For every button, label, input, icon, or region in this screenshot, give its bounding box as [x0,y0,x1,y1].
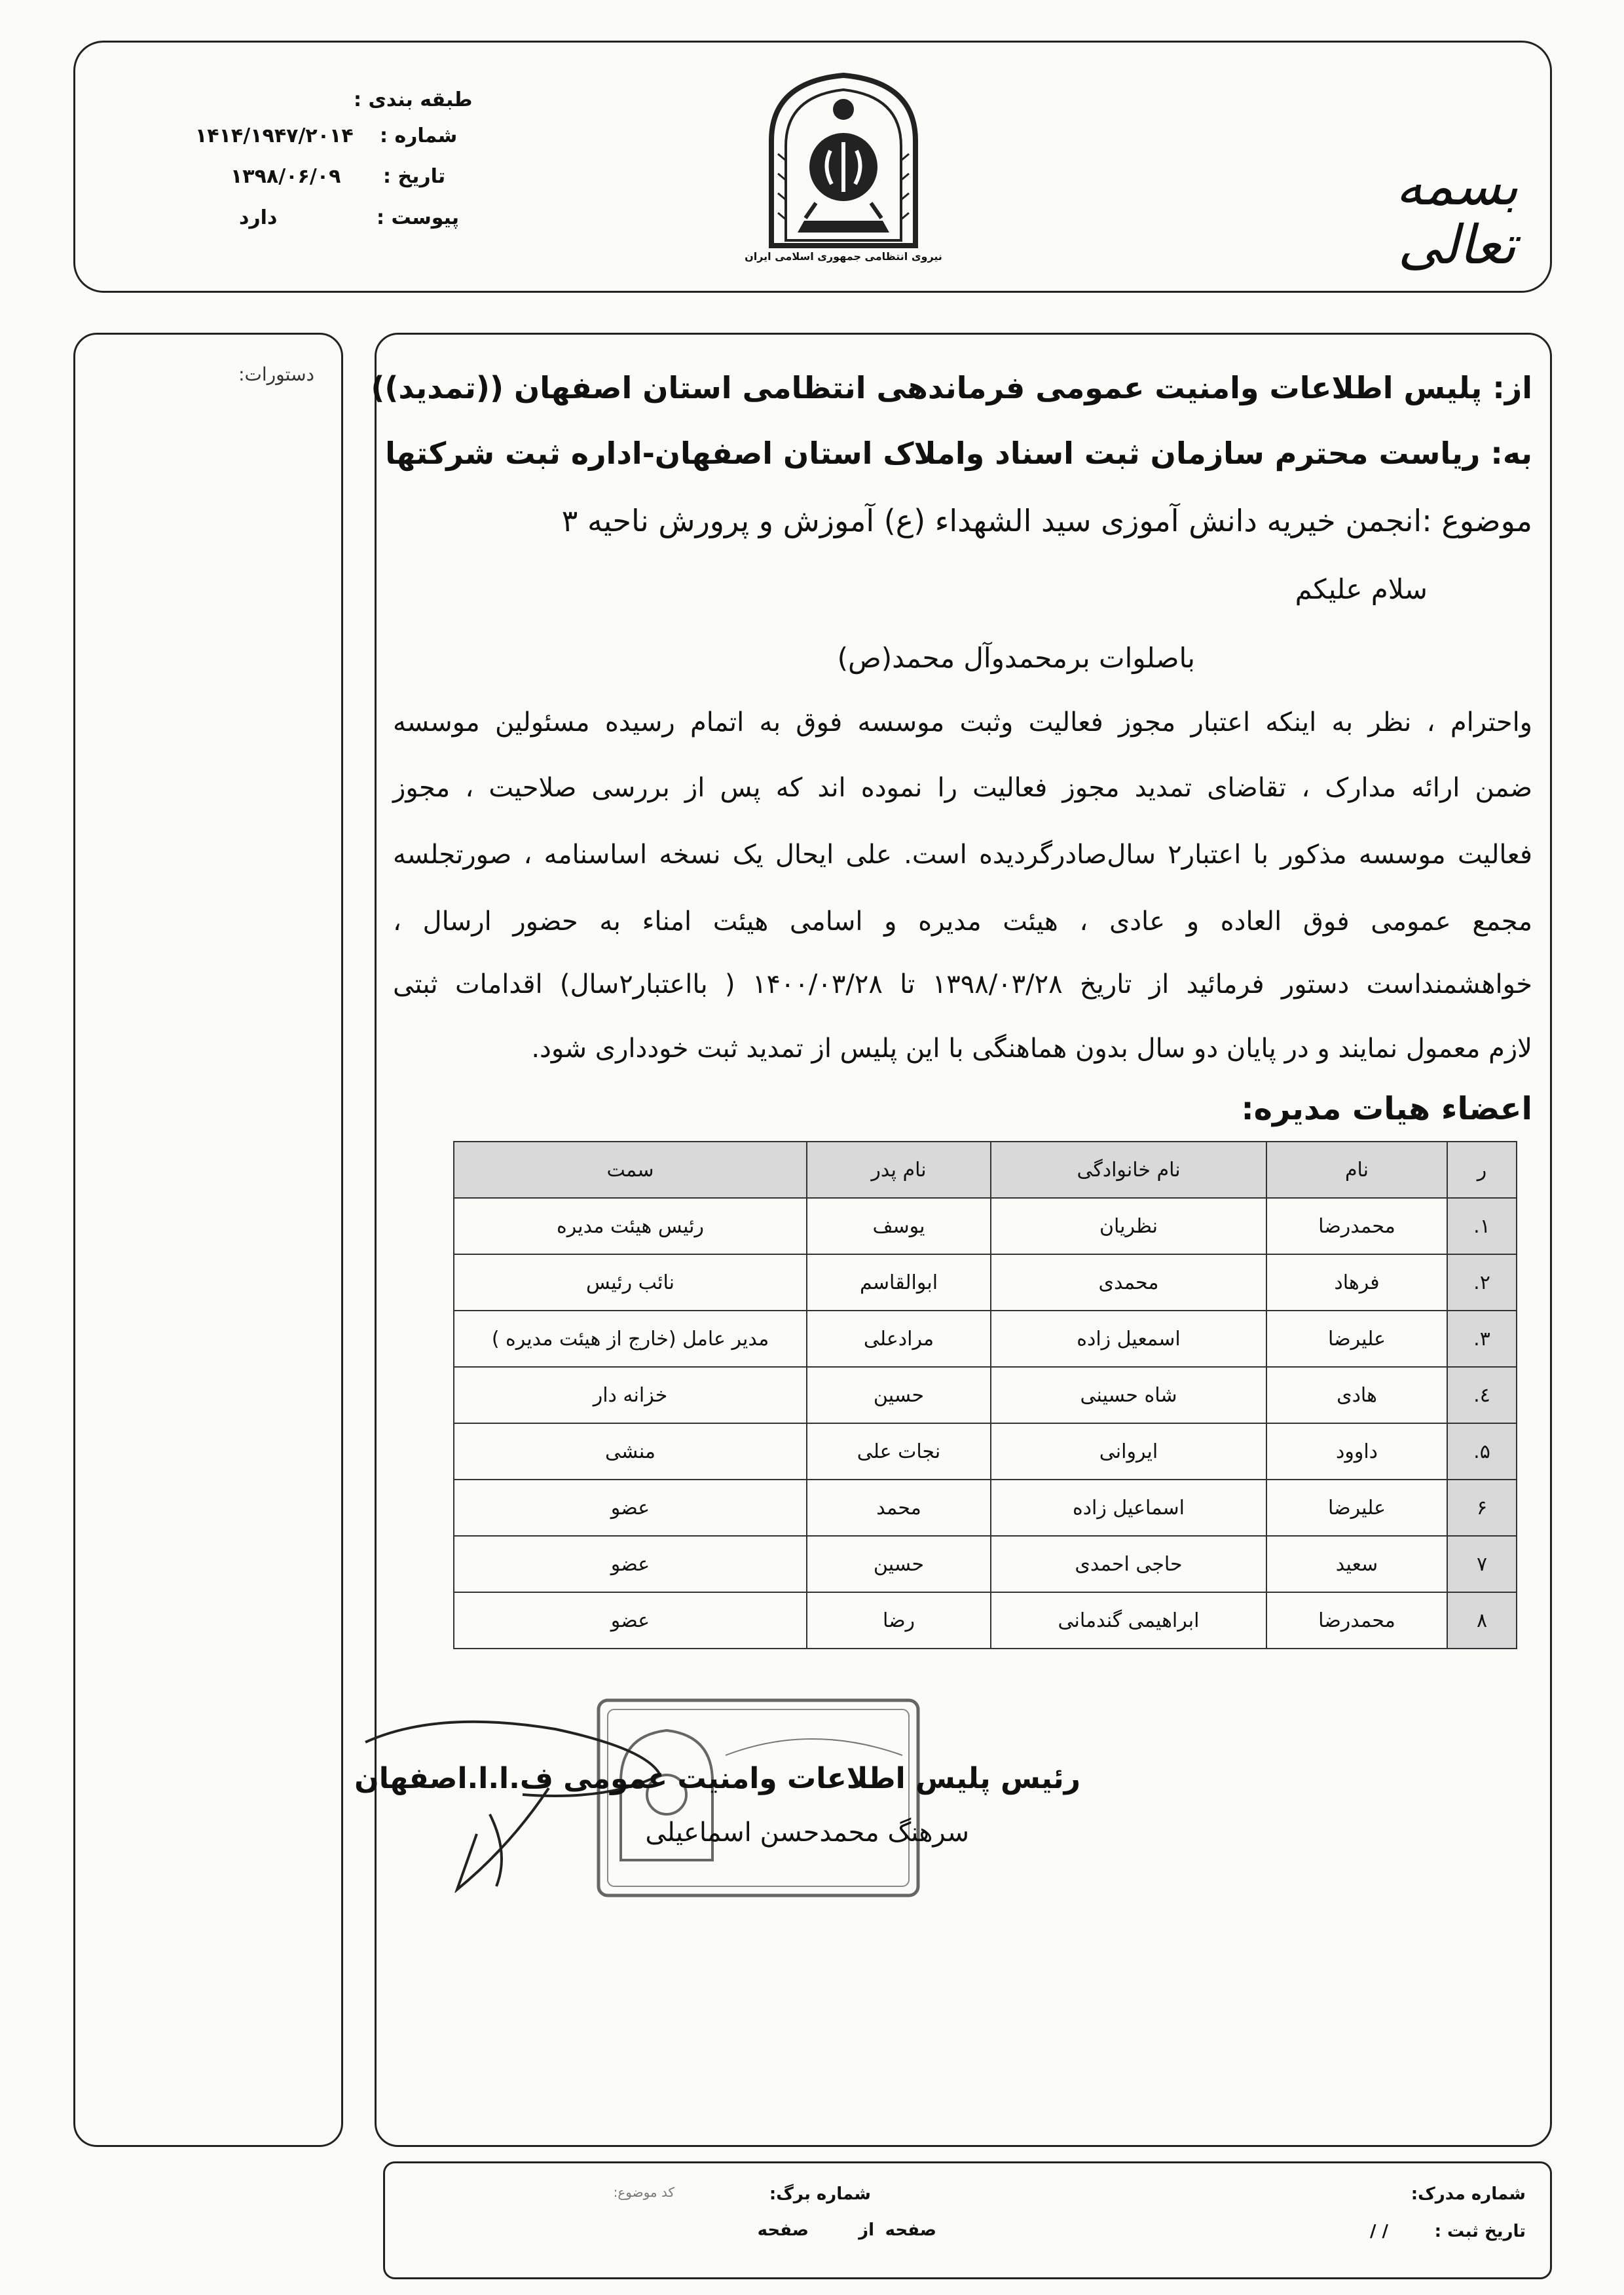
board-title: اعضاء هیات مدیره: [1241,1091,1532,1127]
subject-line: موضوع :انجمن خیریه دانش آموزی سید الشهداء (ع) آموزش و پرورش ناحیه ۳ [561,503,1532,538]
topic-code-label: کد موضوع: [613,2184,674,2200]
member-position: نائب رئیس [454,1254,807,1311]
row-index: ۱. [1447,1198,1517,1254]
body-line-2: ضمن ارائه مدارک ، تقاضای تمدید مجوز فعالیت را نموده اند که پس از بررسی صلاحیت ، مجوز [393,773,1532,803]
date-label: تاریخ : [383,165,446,188]
signatory-title: رئیس پلیس اطلاعات وامنیت عمومی ف.ا.ا.اصفهان [354,1762,1080,1795]
classification-label: طبقه بندی : [354,88,473,111]
bismillah-calligraphy: بسمه تعالی [1395,155,1519,277]
member-position: عضو [454,1536,807,1592]
row-index: ۳. [1447,1311,1517,1367]
col-index-header: ر [1447,1142,1517,1198]
sheet-number-label: شماره برگ: [769,2184,871,2204]
col-family-header: نام خانوادگی [991,1142,1266,1198]
row-index: ۶ [1447,1480,1517,1536]
instructions-label: دستورات: [238,364,314,385]
table-header-row [454,1142,1517,1198]
row-index: ۷ [1447,1536,1517,1592]
body-line-3: فعالیت موسسه مذکور با اعتبار۲ سال‌صادرگردیده است. علی ایحال یک نسخه اساسنامه ، صورتجلسه [393,840,1532,870]
member-name: هادی [1266,1367,1447,1423]
row-index: ۸ [1447,1592,1517,1649]
member-position: عضو [454,1592,807,1649]
member-father: محمد [807,1480,991,1536]
member-name: سعید [1266,1536,1447,1592]
member-position: مدیر عامل (خارج از هیئت مدیره ) [454,1311,807,1367]
table-row [454,1367,1517,1423]
member-family: اسمعیل زاده [991,1311,1266,1367]
row-index: ۲. [1447,1254,1517,1311]
board-members-table [453,1141,1517,1649]
signatory-name: سرهنگ محمدحسن اسماعیلی [645,1818,969,1848]
member-name: داوود [1266,1423,1447,1480]
member-name: علیرضا [1266,1311,1447,1367]
instructions-panel [73,333,343,2147]
row-index: ۵. [1447,1423,1517,1480]
member-family: شاه حسینی [991,1367,1266,1423]
date-value: ۱۳۹۸/۰۶/۰۹ [231,165,341,188]
police-emblem-icon [758,69,929,252]
member-position: عضو [454,1480,807,1536]
member-father: مرادعلی [807,1311,991,1367]
greeting: سلام علیکم [1295,573,1428,605]
attachment-label: پیوست : [377,206,460,229]
table-row [454,1423,1517,1480]
body-line-1: واحترام ، نظر به اینکه اعتبار مجوز فعالیت وثبت موسسه فوق به اتمام رسیده مسئولین موسسه [393,707,1532,737]
handwritten-signature-icon [359,1703,673,1893]
member-family: ابراهیمی گندمانی [991,1592,1266,1649]
member-father: رضا [807,1592,991,1649]
col-name-header: نام [1266,1142,1447,1198]
footer-frame [383,2161,1552,2279]
of-label: از [858,2220,874,2240]
member-family: اسماعیل زاده [991,1480,1266,1536]
emblem-caption: نیروی انتظامی جمهوری اسلامی ایران [745,250,942,263]
number-value: ۱۴۱۴/۱۹۴۷/۲۰۱۴ [195,124,354,147]
member-position: خزانه دار [454,1367,807,1423]
member-position: رئیس هیئت مدیره [454,1198,807,1254]
member-position: منشی [454,1423,807,1480]
body-line-6: لازم معمول نمایند و در پایان دو سال بدون هماهنگی با این پلیس از تمدید ثبت خودداری شود. [531,1034,1532,1064]
table-row [454,1198,1517,1254]
col-father-header: نام پدر [807,1142,991,1198]
table-row [454,1536,1517,1592]
attachment-value: دارد [239,206,278,229]
table-row [454,1480,1517,1536]
member-name: محمدرضا [1266,1592,1447,1649]
member-father: حسین [807,1367,991,1423]
row-index: ٤. [1447,1367,1517,1423]
table-row [454,1592,1517,1649]
reg-date-label: تاریخ ثبت : [1434,2222,1526,2241]
body-line-5: خواهشمنداست دستور فرمائید از تاریخ ۱۳۹۸/۰۳/۲۸ تا ۱۴۰۰/۰۳/۲۸ ( بااعتبار۲سال) اقدامات ثبتی [393,969,1533,999]
body-line-4: مجمع عمومی فوق العاده و عادی ، هیئت مدیره و اسامی هیئت امناء به حضور ارسال ، [393,906,1532,937]
member-father: نجات علی [807,1423,991,1480]
reg-date-value: / / [1369,2222,1388,2241]
table-row [454,1254,1517,1311]
member-name: محمدرضا [1266,1198,1447,1254]
member-father: حسین [807,1536,991,1592]
member-name: علیرضا [1266,1480,1447,1536]
member-name: فرهاد [1266,1254,1447,1311]
salutation: باصلوات برمحمدوآل محمد(ص) [837,642,1195,674]
to-line: به: ریاست محترم سازمان ثبت اسناد واملاک استان اصفهان-اداره ثبت شرکتها [385,436,1532,471]
member-family: ایروانی [991,1423,1266,1480]
member-family: نظریان [991,1198,1266,1254]
from-line: از: پلیس اطلاعات وامنیت عمومی فرماندهی انتظامی استان اصفهان ((تمدید)) [371,370,1532,405]
member-family: حاجی احمدی [991,1536,1266,1592]
page-label: صفحه [885,2220,936,2240]
number-label: شماره : [380,124,458,147]
member-father: یوسف [807,1198,991,1254]
member-family: محمدی [991,1254,1266,1311]
member-father: ابوالقاسم [807,1254,991,1311]
page-label-2: صفحه [757,2220,809,2240]
doc-number-label: شماره مدرک: [1411,2184,1526,2204]
table-row [454,1311,1517,1367]
col-position-header: سمت [454,1142,807,1198]
